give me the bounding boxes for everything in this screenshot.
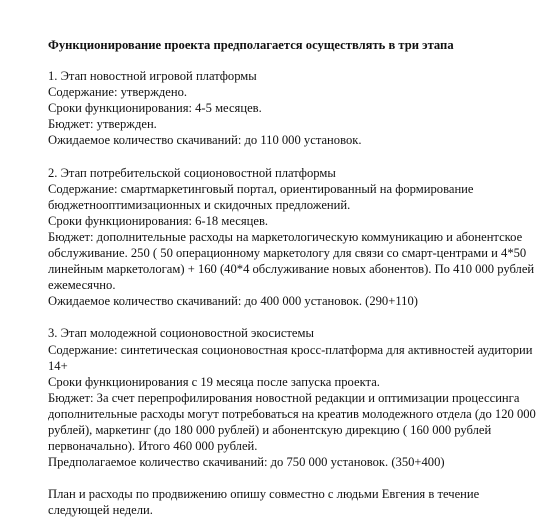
stage-3-downloads: Предполагаемое количество скачиваний: до 750 000 установок. (350+400) [48, 455, 445, 470]
stage-3-content: Содержание: синтетическая соционовостная кросс-платформа для активностей аудитории 14+ [48, 342, 533, 373]
closing-paragraph: План и расходы по продвижению опишу совместно с людьми Евгения в течение следующей недели. [48, 487, 480, 518]
stage-3-duration: Сроки функционирования с 19 месяца после запуска проекта. [48, 374, 380, 389]
stage-3-title: 3. Этап молодежной соционовостной экосистемы [48, 326, 314, 341]
stage-2-content: Содержание: смартмаркетинговый портал, ориентированный на формирование бюджетнооптимизационных и скидочных предложений. [48, 181, 474, 212]
stage-1-section [48, 68, 540, 148]
stage-2-downloads: Ожидаемое количество скачиваний: до 400 000 установок. (290+110) [48, 294, 418, 309]
stage-3-budget: Бюджет: За счет перепрофилирования новостной редакции и оптимизации процессинга дополнительные расходы могут потребоваться на креатив молодежного отдела (до 120 000 рублей), маркетинг (до 180 000 рублей) и абонентскую дирекцию ( 160 000 рублей первоначально). Итого 460 000 рублей. [48, 390, 536, 454]
stage-1-downloads: Ожидаемое количество скачиваний: до 110 000 установок. [48, 133, 362, 148]
stage-2-budget: Бюджет: дополнительные расходы на маркетологическую коммуникацию и абонентское обслуживание. 250 ( 50 операционному маркетологу для связи со смарт-центрами и 4*50 линейным маркетологам) + 160 (40*4 обслуживание новых абонентов). По 410 000 рублей ежемесячно. [48, 229, 535, 293]
document-heading: Функционирование проекта предполагается осуществлять в три этапа [48, 38, 454, 52]
stage-3-section [48, 325, 540, 470]
stage-1-duration: Сроки функционирования: 4-5 месяцев. [48, 101, 262, 116]
document-body [48, 37, 540, 518]
stage-2-section [48, 165, 540, 310]
stage-1-budget: Бюджет: утвержден. [48, 117, 157, 132]
stage-1-title: 1. Этап новостной игровой платформы [48, 69, 257, 84]
stage-2-duration: Сроки функционирования: 6-18 месяцев. [48, 213, 269, 228]
stage-1-content: Содержание: утверждено. [48, 85, 188, 100]
stage-2-title: 2. Этап потребительской соционовостной платформы [48, 165, 336, 180]
